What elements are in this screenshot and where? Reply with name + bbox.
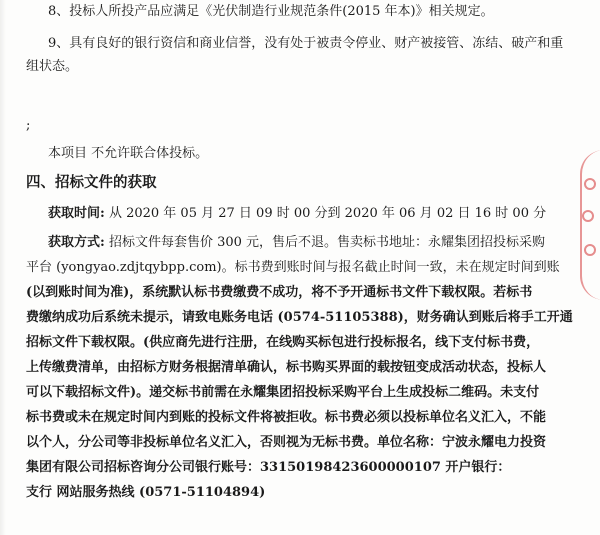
paragraph-line: 上传缴费清单，由招标方财务根据清单确认，标书购买界面的载按钮变成活动状态，投标人 <box>26 360 547 375</box>
consortium-note: 本项目 不允许联合体投标。 <box>48 146 209 161</box>
red-seal-stamp <box>580 150 600 300</box>
clause-9-cont: 组状态。 <box>26 59 79 74</box>
paragraph-line: 以个人，分公司等非投标单位名义汇入，否则视为无标书费。单位名称：宁波永耀电力投资 <box>26 435 547 450</box>
semicolon-line: ; <box>26 118 31 133</box>
paragraph-line: 招标文件下载权限。(供应商先进行注册，在线购买标包进行投标报名，线下支付标书费， <box>26 335 540 350</box>
obtain-time-value: 从 2020 年 05 月 27 日 09 时 00 分到 2020 年 06 月 02 日 16 时 00 分 <box>108 206 547 221</box>
paragraph-line: 集团有限公司招标咨询分公司银行账号：33150198423600000107 开户银行： <box>26 460 511 475</box>
scan-shadow <box>0 0 6 535</box>
clause-9: 9、具有良好的银行资信和商业信誉，没有处于被责令停业、财产被接管、冻结、破产和重 <box>48 36 564 51</box>
obtain-method-label: 获取方式: <box>48 235 105 250</box>
paragraph-line: 标书费或未在规定时间内到账的投标文件将被拒收。标书费必须以投标单位名义汇入，不能 <box>26 410 547 425</box>
paragraph-line: 费缴纳成功后系统未提示，请致电账务电话 (0574-51105388)，财务确认到账后将手工开通 <box>26 310 573 325</box>
obtain-time-line <box>48 206 546 222</box>
stamp-fragment <box>584 178 596 190</box>
section-heading: 四、招标文件的获取 <box>26 174 157 191</box>
paragraph-line: 可以下载招标文件)。递交标书前需在永耀集团招投标采购平台上生成投标二维码。未支付 <box>26 385 540 400</box>
paragraph-line: (以到账时间为准)，系统默认标书费缴费不成功，将不予开通标书文件下载权限。若标书 <box>26 285 533 300</box>
stamp-fragment <box>582 210 594 222</box>
obtain-time-label: 获取时间: <box>48 206 105 221</box>
obtain-method-line <box>48 235 545 251</box>
clause-8: 8、投标人所投产品应满足《光伏制造行业规范条件(2015 年本)》相关规定。 <box>48 4 494 19</box>
paragraph-line: 支行 网站服务热线 (0571-51104894) <box>26 485 266 500</box>
paragraph-line: 平台 (yongyao.zdjtqybpp.com)。标书费到账时间与报名截止时间一致，未在规定时间到账 <box>26 260 560 275</box>
obtain-method-value: 招标文件每套售价 300 元，售后不退。售卖标书地址：永耀集团招投标采购 <box>108 235 546 250</box>
stamp-fragment <box>584 244 596 256</box>
